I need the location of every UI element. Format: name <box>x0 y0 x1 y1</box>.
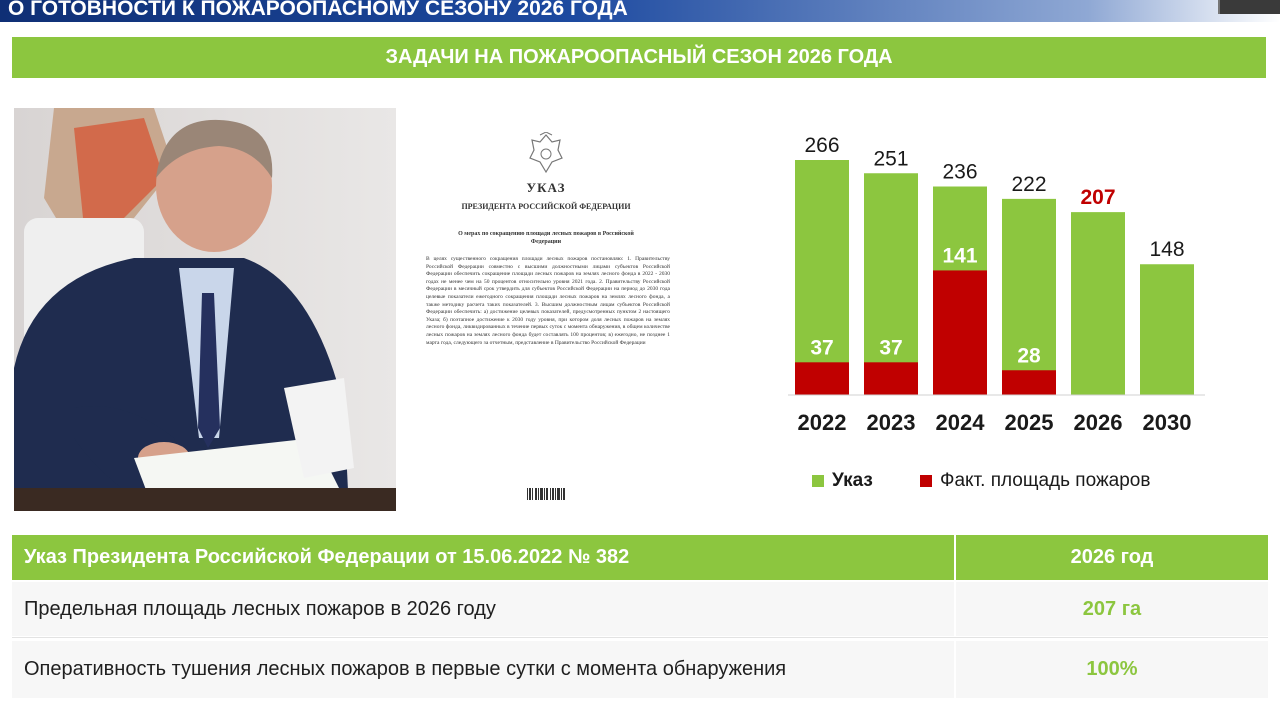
x-tick-label: 2025 <box>1004 410 1054 435</box>
bar-fact-label: 141 <box>942 244 978 268</box>
document-title: УКАЗ <box>526 180 566 195</box>
bar-value-label: 207 <box>1080 186 1116 210</box>
video-thumbnail <box>1218 0 1280 14</box>
table-header-row <box>12 535 1268 580</box>
bar-fact <box>864 362 918 395</box>
legend-fact <box>920 470 1150 492</box>
x-tick-label: 2023 <box>866 410 916 435</box>
table-row-label: Оперативность тушения лесных пожаров в первые сутки с момента обнаружения <box>12 641 954 698</box>
bar-fact <box>795 362 849 395</box>
bar-ukaz <box>864 173 918 395</box>
x-tick-label: 2030 <box>1142 410 1192 435</box>
table-row-value: 207 га <box>956 582 1268 636</box>
bar-value-label: 148 <box>1149 238 1185 262</box>
table-row-label: Предельная площадь лесных пожаров в 2026 году <box>12 582 954 636</box>
bar-fact-label: 28 <box>1017 344 1041 368</box>
bar-ukaz <box>795 160 849 395</box>
bar-value-label: 251 <box>873 147 909 171</box>
bar-fact <box>1002 370 1056 395</box>
legend-fact-label: Факт. площадь пожаров <box>940 470 1151 491</box>
document-heading: О мерах по сокращению площади лесных пожаров в Российской Федерации <box>458 231 634 245</box>
table-row-value: 100% <box>956 641 1268 698</box>
bar-fact <box>933 270 987 395</box>
banner-title: ЗАДАЧИ НА ПОЖАРООПАСНЫЙ СЕЗОН 2026 ГОДА <box>385 46 893 68</box>
table-divider <box>12 637 1268 638</box>
table-header-decree: Указ Президента Российской Федерации от 15.06.2022 № 382 <box>12 535 954 580</box>
document-subtitle: ПРЕЗИДЕНТА РОССИЙСКОЙ ФЕДЕРАЦИИ <box>461 202 631 211</box>
table-row <box>12 582 1268 636</box>
fire-area-bar-chart <box>780 120 1220 450</box>
section-banner <box>12 37 1266 78</box>
decree-document <box>418 130 674 508</box>
coat-of-arms-icon <box>526 132 566 174</box>
slide-title: О ГОТОВНОСТИ К ПОЖАРООПАСНОМУ СЕЗОНУ 2026 ГОДА <box>8 0 628 20</box>
legend-ukaz-swatch <box>812 475 824 487</box>
legend-ukaz-label: Указ <box>832 470 873 491</box>
top-title-bar <box>0 0 1280 22</box>
bar-fact-label: 37 <box>879 336 903 360</box>
bar-ukaz <box>1140 264 1194 395</box>
x-tick-label: 2024 <box>935 410 985 435</box>
table-header-year: 2026 год <box>956 535 1268 580</box>
legend-fact-swatch <box>920 475 932 487</box>
president-photo <box>14 108 396 511</box>
x-tick-label: 2026 <box>1073 410 1123 435</box>
barcode-icon <box>526 488 566 504</box>
bar-ukaz <box>1071 212 1125 395</box>
document-body: В целях существенного сокращения площади лесных пожаров постановляю: 1. Правительству Российской Федерации совместно с высшими должностными лицами субъектов Российской Федерации обеспечить сокращение площади лесных пожаров на землях лесного фонда в 2022 - 2030 годах не менее чем на 50 процентов относительно уровня 2021 года. 2. Правительству Российской Федерации в месячный срок утвердить для субъектов Российской Федерации на период до 2030 года целевые показатели ежегодного сокращения площади лесных пожаров на землях лесного фонда, а также методику расчета таких показателей. 3. Высшим должностным лицам субъектов Российской Федерации обеспечить: а) достижение целевых показателей, предусмотренных пунктом 2 настоящего Указа; б) поэтапное достижение к 2030 году уровня, при котором доля лесных пожаров на землях лесного фонда, ликвидированных в течение первых суток с момента обнаружения, в общем количестве лесных пожаров на землях лесного фонда будет составлять 100 процентов; в) ежегодно, не позднее 1 марта года, следующего за отчетным, представление в Правительство Российской Федерации <box>426 256 670 346</box>
bar-value-label: 222 <box>1011 172 1047 196</box>
legend-ukaz <box>812 470 873 492</box>
bar-value-label: 266 <box>804 134 840 157</box>
x-tick-label: 2022 <box>797 410 847 435</box>
photo-illustration <box>14 108 396 511</box>
table-row <box>12 641 1268 698</box>
bar-value-label: 236 <box>942 160 978 184</box>
bar-fact-label: 37 <box>810 336 834 360</box>
